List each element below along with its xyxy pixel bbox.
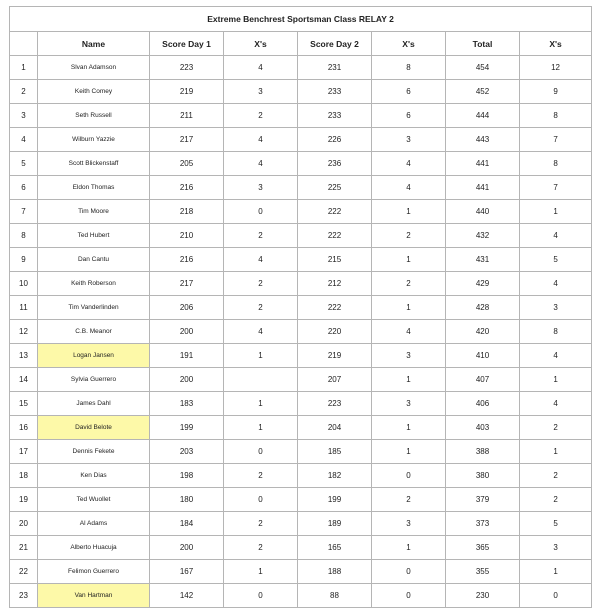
total-score: 365 — [446, 536, 520, 560]
score-day-2: 185 — [298, 440, 372, 464]
xs-day-2: 1 — [372, 200, 446, 224]
xs-day-1: 2 — [224, 224, 298, 248]
score-day-2: 220 — [298, 320, 372, 344]
shooter-name: Slvan Adamson — [38, 56, 150, 80]
xs-day-2: 2 — [372, 224, 446, 248]
shooter-name: Al Adams — [38, 512, 150, 536]
xs-total: 5 — [520, 248, 592, 272]
header-row — [10, 32, 592, 56]
score-day-1: 198 — [150, 464, 224, 488]
total-score: 230 — [446, 584, 520, 608]
score-day-1: 167 — [150, 560, 224, 584]
total-score: 403 — [446, 416, 520, 440]
xs-day-2: 3 — [372, 512, 446, 536]
row-rank: 17 — [10, 440, 38, 464]
xs-total: 1 — [520, 440, 592, 464]
row-rank: 8 — [10, 224, 38, 248]
shooter-name: Alberto Huacuja — [38, 536, 150, 560]
table-row — [10, 224, 592, 248]
xs-day-2: 4 — [372, 152, 446, 176]
xs-day-1: 3 — [224, 176, 298, 200]
total-score: 441 — [446, 152, 520, 176]
xs-day-1: 4 — [224, 56, 298, 80]
xs-day-1: 1 — [224, 392, 298, 416]
table-row — [10, 248, 592, 272]
score-day-2: 88 — [298, 584, 372, 608]
score-day-2: 189 — [298, 512, 372, 536]
shooter-name: Keith Comey — [38, 80, 150, 104]
shooter-name: Wilburn Yazzie — [38, 128, 150, 152]
xs-total: 8 — [520, 104, 592, 128]
shooter-name: Eldon Thomas — [38, 176, 150, 200]
table-title: Extreme Benchrest Sportsman Class RELAY 2 — [10, 7, 592, 32]
row-rank: 7 — [10, 200, 38, 224]
score-day-1: 223 — [150, 56, 224, 80]
score-day-2: 222 — [298, 224, 372, 248]
header-xs-day-1: X's — [224, 32, 298, 56]
xs-total: 4 — [520, 392, 592, 416]
table-row — [10, 416, 592, 440]
score-day-1: 210 — [150, 224, 224, 248]
row-rank: 16 — [10, 416, 38, 440]
total-score: 431 — [446, 248, 520, 272]
xs-total: 5 — [520, 512, 592, 536]
table-row — [10, 296, 592, 320]
row-rank: 12 — [10, 320, 38, 344]
xs-day-1: 2 — [224, 536, 298, 560]
score-day-2: 222 — [298, 200, 372, 224]
row-rank: 18 — [10, 464, 38, 488]
xs-total: 4 — [520, 224, 592, 248]
score-day-1: 211 — [150, 104, 224, 128]
table-row — [10, 104, 592, 128]
row-rank: 9 — [10, 248, 38, 272]
table-row — [10, 176, 592, 200]
xs-total: 3 — [520, 296, 592, 320]
shooter-name: Tim Moore — [38, 200, 150, 224]
score-day-2: 236 — [298, 152, 372, 176]
xs-total: 1 — [520, 200, 592, 224]
xs-day-1: 1 — [224, 416, 298, 440]
xs-total: 8 — [520, 152, 592, 176]
score-day-1: 217 — [150, 128, 224, 152]
score-day-2: 222 — [298, 296, 372, 320]
xs-day-1: 4 — [224, 248, 298, 272]
shooter-name: Ken Dias — [38, 464, 150, 488]
row-rank: 21 — [10, 536, 38, 560]
shooter-name: Keith Roberson — [38, 272, 150, 296]
score-day-2: 182 — [298, 464, 372, 488]
header-score-day-1: Score Day 1 — [150, 32, 224, 56]
score-day-1: 206 — [150, 296, 224, 320]
row-rank: 11 — [10, 296, 38, 320]
score-day-1: 199 — [150, 416, 224, 440]
score-day-2: 207 — [298, 368, 372, 392]
xs-day-2: 6 — [372, 104, 446, 128]
xs-total: 1 — [520, 368, 592, 392]
table-row — [10, 152, 592, 176]
xs-day-2: 1 — [372, 368, 446, 392]
header-total: Total — [446, 32, 520, 56]
shooter-name: Tim Vanderlinden — [38, 296, 150, 320]
row-rank: 23 — [10, 584, 38, 608]
header-score-day-2: Score Day 2 — [298, 32, 372, 56]
xs-day-2: 0 — [372, 464, 446, 488]
xs-day-1: 4 — [224, 128, 298, 152]
score-day-2: 212 — [298, 272, 372, 296]
shooter-name: James Dahl — [38, 392, 150, 416]
score-day-1: 142 — [150, 584, 224, 608]
score-day-1: 191 — [150, 344, 224, 368]
row-rank: 14 — [10, 368, 38, 392]
score-day-1: 216 — [150, 248, 224, 272]
score-day-2: 223 — [298, 392, 372, 416]
total-score: 454 — [446, 56, 520, 80]
xs-day-2: 6 — [372, 80, 446, 104]
total-score: 440 — [446, 200, 520, 224]
xs-day-2: 3 — [372, 344, 446, 368]
xs-total: 7 — [520, 176, 592, 200]
shooter-name: Seth Russell — [38, 104, 150, 128]
xs-total: 2 — [520, 416, 592, 440]
score-day-2: 233 — [298, 104, 372, 128]
table-row — [10, 536, 592, 560]
score-day-2: 199 — [298, 488, 372, 512]
xs-total: 8 — [520, 320, 592, 344]
total-score: 432 — [446, 224, 520, 248]
xs-total: 7 — [520, 128, 592, 152]
xs-day-2: 8 — [372, 56, 446, 80]
total-score: 355 — [446, 560, 520, 584]
xs-day-2: 3 — [372, 128, 446, 152]
xs-day-1: 1 — [224, 560, 298, 584]
header-xs-total: X's — [520, 32, 592, 56]
table-row — [10, 512, 592, 536]
xs-day-2: 1 — [372, 440, 446, 464]
header-name: Name — [38, 32, 150, 56]
shooter-name: Ted Hubert — [38, 224, 150, 248]
xs-day-1: 0 — [224, 584, 298, 608]
row-rank: 22 — [10, 560, 38, 584]
xs-total: 4 — [520, 344, 592, 368]
score-day-1: 218 — [150, 200, 224, 224]
xs-day-1: 4 — [224, 152, 298, 176]
xs-day-1: 2 — [224, 272, 298, 296]
total-score: 420 — [446, 320, 520, 344]
table-row — [10, 128, 592, 152]
row-rank: 6 — [10, 176, 38, 200]
xs-day-2: 1 — [372, 248, 446, 272]
shooter-name: Dan Cantu — [38, 248, 150, 272]
score-day-1: 200 — [150, 368, 224, 392]
row-rank: 10 — [10, 272, 38, 296]
xs-total: 9 — [520, 80, 592, 104]
score-day-2: 188 — [298, 560, 372, 584]
score-day-2: 219 — [298, 344, 372, 368]
table-row — [10, 560, 592, 584]
header-xs-day-2: X's — [372, 32, 446, 56]
score-day-2: 226 — [298, 128, 372, 152]
results-body — [10, 56, 592, 608]
table-row — [10, 80, 592, 104]
total-score: 441 — [446, 176, 520, 200]
table-row — [10, 440, 592, 464]
xs-day-1: 4 — [224, 320, 298, 344]
row-rank: 5 — [10, 152, 38, 176]
score-day-1: 180 — [150, 488, 224, 512]
xs-day-2: 0 — [372, 584, 446, 608]
xs-total: 3 — [520, 536, 592, 560]
score-day-1: 183 — [150, 392, 224, 416]
row-rank: 15 — [10, 392, 38, 416]
xs-total: 2 — [520, 488, 592, 512]
score-day-1: 200 — [150, 320, 224, 344]
shooter-name: Dennis Fekete — [38, 440, 150, 464]
table-row — [10, 488, 592, 512]
xs-day-2: 2 — [372, 272, 446, 296]
xs-day-1: 3 — [224, 80, 298, 104]
xs-day-1: 1 — [224, 344, 298, 368]
shooter-name: Felimon Guerrero — [38, 560, 150, 584]
total-score: 407 — [446, 368, 520, 392]
shooter-name: David Belote — [38, 416, 150, 440]
xs-day-2: 1 — [372, 536, 446, 560]
score-day-2: 215 — [298, 248, 372, 272]
score-day-2: 231 — [298, 56, 372, 80]
xs-day-2: 2 — [372, 488, 446, 512]
score-day-1: 216 — [150, 176, 224, 200]
total-score: 429 — [446, 272, 520, 296]
xs-total: 4 — [520, 272, 592, 296]
xs-day-1: 2 — [224, 296, 298, 320]
xs-day-2: 3 — [372, 392, 446, 416]
xs-total: 0 — [520, 584, 592, 608]
total-score: 444 — [446, 104, 520, 128]
score-day-1: 205 — [150, 152, 224, 176]
results-sheet — [9, 6, 591, 608]
table-row — [10, 368, 592, 392]
row-rank: 4 — [10, 128, 38, 152]
total-score: 452 — [446, 80, 520, 104]
table-row — [10, 344, 592, 368]
score-day-2: 204 — [298, 416, 372, 440]
row-rank: 3 — [10, 104, 38, 128]
xs-day-2: 1 — [372, 416, 446, 440]
score-day-1: 200 — [150, 536, 224, 560]
score-day-2: 233 — [298, 80, 372, 104]
xs-day-1: 2 — [224, 512, 298, 536]
xs-day-2: 4 — [372, 320, 446, 344]
xs-day-2: 4 — [372, 176, 446, 200]
xs-day-2: 0 — [372, 560, 446, 584]
score-day-2: 225 — [298, 176, 372, 200]
xs-total: 1 — [520, 560, 592, 584]
total-score: 379 — [446, 488, 520, 512]
row-rank: 1 — [10, 56, 38, 80]
shooter-name: Sylvia Guerrero — [38, 368, 150, 392]
header-rank — [10, 32, 38, 56]
xs-day-1: 2 — [224, 464, 298, 488]
xs-day-1: 0 — [224, 200, 298, 224]
table-row — [10, 56, 592, 80]
results-table — [9, 6, 592, 608]
xs-day-2: 1 — [372, 296, 446, 320]
total-score: 410 — [446, 344, 520, 368]
xs-day-1: 2 — [224, 104, 298, 128]
row-rank: 13 — [10, 344, 38, 368]
score-day-1: 184 — [150, 512, 224, 536]
table-row — [10, 584, 592, 608]
shooter-name: Scott Blickenstaff — [38, 152, 150, 176]
total-score: 373 — [446, 512, 520, 536]
table-row — [10, 392, 592, 416]
xs-total: 12 — [520, 56, 592, 80]
score-day-1: 217 — [150, 272, 224, 296]
row-rank: 2 — [10, 80, 38, 104]
total-score: 380 — [446, 464, 520, 488]
shooter-name: Van Hartman — [38, 584, 150, 608]
total-score: 388 — [446, 440, 520, 464]
total-score: 443 — [446, 128, 520, 152]
shooter-name: Logan Jansen — [38, 344, 150, 368]
row-rank: 20 — [10, 512, 38, 536]
table-row — [10, 464, 592, 488]
xs-day-1 — [224, 368, 298, 392]
xs-day-1: 0 — [224, 488, 298, 512]
total-score: 428 — [446, 296, 520, 320]
xs-total: 2 — [520, 464, 592, 488]
xs-day-1: 0 — [224, 440, 298, 464]
table-row — [10, 272, 592, 296]
table-row — [10, 200, 592, 224]
table-row — [10, 320, 592, 344]
title-row — [10, 7, 592, 32]
score-day-1: 203 — [150, 440, 224, 464]
shooter-name: C.B. Meanor — [38, 320, 150, 344]
total-score: 406 — [446, 392, 520, 416]
score-day-1: 219 — [150, 80, 224, 104]
score-day-2: 165 — [298, 536, 372, 560]
shooter-name: Ted Wuollet — [38, 488, 150, 512]
row-rank: 19 — [10, 488, 38, 512]
